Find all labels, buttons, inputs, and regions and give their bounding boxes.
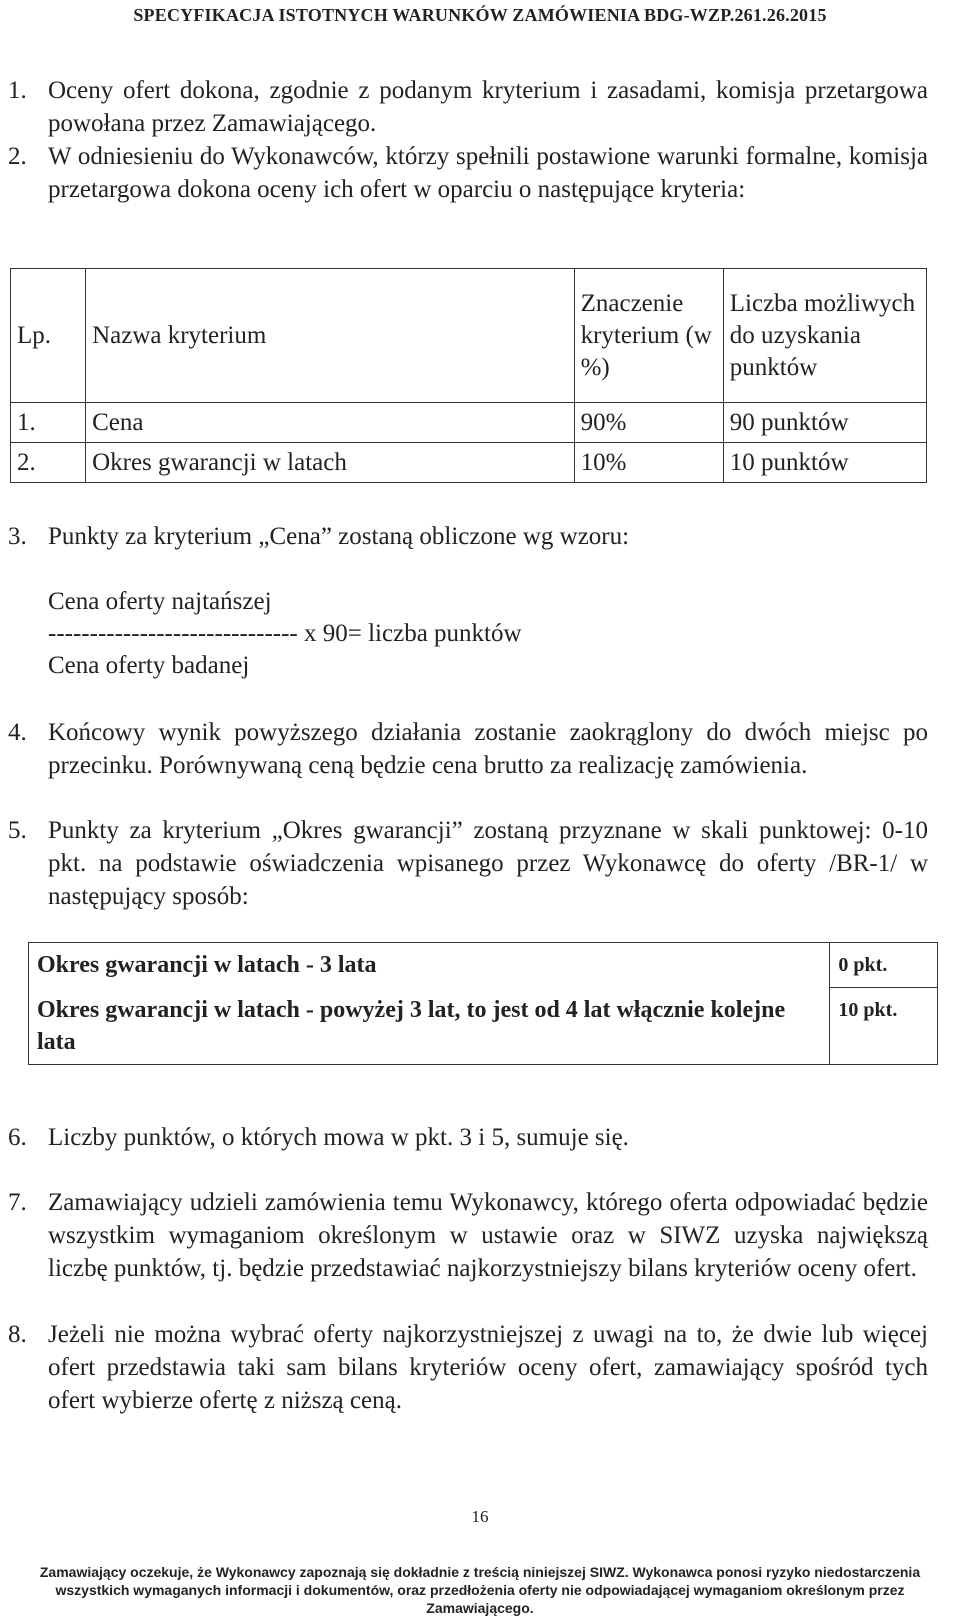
item-number: 3. — [8, 523, 27, 550]
warranty-table — [28, 942, 938, 1065]
table-cell: 90% — [574, 403, 723, 443]
item-number: 2. — [8, 143, 27, 170]
header-cell: Znaczenie kryterium (w %) — [574, 269, 723, 403]
item-number: 5. — [8, 817, 27, 844]
item-text: Końcowy wynik powyższego działania zostanie zaokrąglony do dwóch miejsc po przecinku. Porównywaną ceną będzie cena brutto za realizację zamówienia. — [48, 719, 928, 779]
item-text: W odniesieniu do Wykonawców, którzy spełnili postawione warunki formalne, komisja przetargowa dokona oceny ich ofert w oparciu o następujące kryteria: — [48, 143, 928, 203]
table-row — [29, 943, 938, 988]
table-cell: Cena — [86, 403, 575, 443]
page-number: 16 — [471, 1507, 489, 1526]
table-cell: Okres gwarancji w latach - 3 lata — [29, 943, 830, 988]
table-cell: 10 punktów — [723, 443, 926, 483]
page-header: SPECYFIKACJA ISTOTNYCH WARUNKÓW ZAMÓWIENIA BDG-WZP.261.26.2015 — [133, 5, 827, 25]
item-number: 7. — [8, 1189, 27, 1216]
item-text: Punkty za kryterium „Okres gwarancji” zostaną przyznane w skali punktowej: 0-10 pkt. na podstawie oświadczenia wpisanego przez Wykonawcę do oferty /BR-1/ w następujący sposób: — [48, 817, 928, 910]
item-text: Zamawiający udzieli zamówienia temu Wykonawcy, którego oferta odpowiadać będzie wszystkim wymaganiom określonym w ustawie oraz w SIWZ uzyska największą liczbę punktów, tj. będzie przedstawiać najkorzystniejszy bilans kryteriów oceny ofert. — [48, 1189, 928, 1282]
table-cell: 2. — [11, 443, 86, 483]
table-cell: 10 pkt. — [830, 988, 938, 1065]
item-number: 8. — [8, 1321, 27, 1348]
page-footer — [0, 1563, 960, 1617]
item-text: Jeżeli nie można wybrać oferty najkorzystniejszej z uwagi na to, że dwie lub więcej ofert przedstawia taki sam bilans kryteriów oceny ofert, zamawiający spośród tych ofert wybierze ofertę z niższą ceną. — [48, 1321, 928, 1414]
formula-denominator: Cena oferty badanej — [48, 652, 250, 679]
table-cell: Okres gwarancji w latach — [86, 443, 575, 483]
criteria-table — [10, 268, 927, 483]
header-cell: Nazwa kryterium — [86, 269, 575, 403]
table-row — [29, 988, 938, 1065]
table-cell: 1. — [11, 403, 86, 443]
item-text: Punkty za kryterium „Cena” zostaną obliczone wg wzoru: — [48, 523, 630, 550]
table-cell: 0 pkt. — [830, 943, 938, 988]
item-text: Oceny ofert dokona, zgodnie z podanym kryterium i zasadami, komisja przetargowa powołana przez Zamawiającego. — [48, 77, 928, 137]
footer-text: Zamawiający oczekuje, że Wykonawcy zapoznają się dokładnie z treścią niniejszej SIWZ. Wykonawca ponosi ryzyko niedostarczenia wszystkich wymaganych informacji i dokumentów, oraz przedłożenia oferty nie odpowiadającej wymaganiom określonym przez Zamawiającego. — [39, 1564, 921, 1616]
item-text: Liczby punktów, o których mowa w pkt. 3 i 5, sumuje się. — [48, 1124, 629, 1151]
item-number: 1. — [8, 77, 27, 104]
table-row — [11, 443, 927, 483]
item-number: 4. — [8, 719, 27, 746]
table-cell: Okres gwarancji w latach - powyżej 3 lat, to jest od 4 lat włącznie kolejne lata — [29, 988, 830, 1065]
item-number: 6. — [8, 1124, 27, 1151]
header-cell: Lp. — [11, 269, 86, 403]
formula-line: ------------------------------ x 90= liczba punktów — [48, 620, 522, 647]
table-header-row — [11, 269, 927, 403]
formula-numerator: Cena oferty najtańszej — [48, 588, 272, 615]
header-cell: Liczba możliwych do uzyskania punktów — [723, 269, 926, 403]
table-row — [11, 403, 927, 443]
table-cell: 10% — [574, 443, 723, 483]
table-cell: 90 punktów — [723, 403, 926, 443]
